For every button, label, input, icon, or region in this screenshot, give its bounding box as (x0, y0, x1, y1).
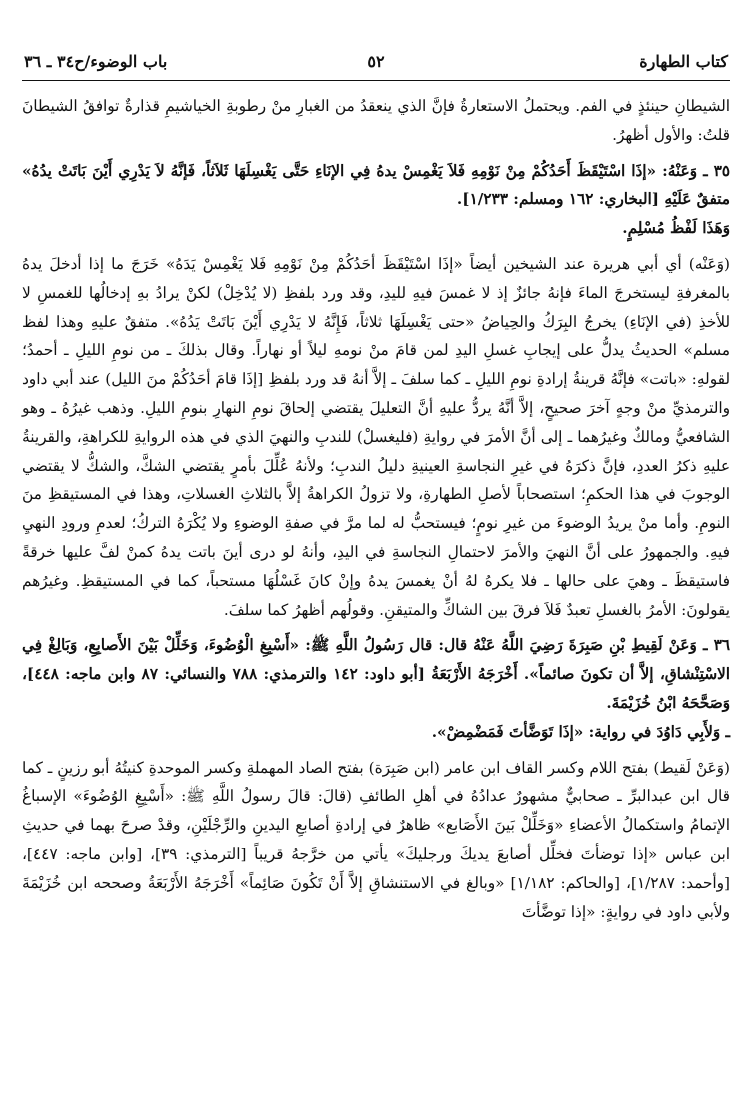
hadith-36-text: ٣٦ ـ وَعَنْ لَقِيطِ بْنِ صَبِرَةَ رَضِيَ اللَّهُ عَنْهُ قال: قال رَسُولُ اللَّهِ ﷺ: «أَسْبِغِ الْوُضُوءَ، وَخَلِّلْ بَيْنَ الأَصابِعِ، وَبَالِغْ فِي الاسْتِنْشاقِ، إلاَّ أن تكونَ صائماً». أَخْرَجَهُ الأَرْبَعَةُ [أبو داود: ١٤٢ والترمذي: ٧٨٨ والنسائي: ٨٧ وابن ماجه: ٤٤٨]، وَصَحَّحَهُ ابْنُ خُزَيْمَةَ. (22, 636, 730, 712)
paragraph-continuation: الشيطانِ حينئذٍ في الفم. ويحتملُ الاستعارةُ فإنَّ الذي ينعقدُ من الغبارِ منْ رطوبةِ الخياشيمِ قذارةٌ توافقُ الشيطانَ قلتُ: والأول أظهرُ. (22, 97, 730, 144)
page-number: ٥٢ (367, 52, 385, 71)
hadith-35-note: وَهَذَا لَفْظُ مُسْلِمٍ. (622, 219, 730, 238)
page-body (22, 92, 730, 926)
chapter-title: باب الوضوء/ح٣٤ ـ ٣٦ (24, 52, 168, 71)
hadith-36-variant: ـ وَلأَبِي دَاوُدَ في رواية: «إذَا تَوَضَّأتَ فَمَضْمِضْ». (431, 722, 730, 741)
page-header (22, 46, 730, 81)
hadith-35-text: ٣٥ ـ وَعَنْهُ: «إذَا اسْتَيْقَظَ أَحَدُكُمْ مِنْ نَوْمِهِ فَلاَ يَغْمِسْ يدهُ فِي الإنَاءِ حَتَّى يَغْسِلَهَا ثَلاَثاً، فَإنَّهُ لاَ يَدْرِي أَيْنَ بَاتَتْ يدُهُ» متفقٌ عَلَيْهِ [البخاري: ١٦٢ ومسلم: ١/٢٣٣]. (22, 161, 730, 209)
hadith-35-commentary: (وَعَنْه) أي أبي هريرة عند الشيخين أيضاً «إذَا اسْتَيْقَظَ أحَدُكُمْ مِنْ نَوْمِهِ فَلا يَغْمِسْ يَدَهُ» خَرَجَ ما إذا أدخلَ يدهُ بالمغرفةِ ليستخرجَ الماءَ فإنهُ جائزٌ إذ لا غمسَ فيهِ لليدِ، وقد ورد بلفظِ (لا يُدْخِلْ) لكنْ يرادُ بهِ إدخالُها للغمسِ لا للأخذِ (في الإنَاءِ) يخرجُ البِرَكُ والحِياضُ «حتى يَغْسِلَهَا ثلاثاً، فَإِنَّهُ لا يَدْرِي أَيْنَ بَاتَتْ يَدُهُ». متفقٌ عليهِ وهذا لفظ مسلم» الحديثُ يدلُّ على إيجابِ غسلِ اليدِ لمن قامَ منْ نومهِ ليلاً أو نهاراً. وقال بذلكَ ـ من نومِ الليلِ ـ أحمدُ؛ لقولهِ: «باتت» فإنَّهُ قرينةُ إرادةِ نومِ الليلِ ـ كما سلفَ ـ إلاَّ أنهُ قد ورد بلفظِ [إذَا قامَ أحَدُكُمْ منَ الليل) عند أبي داود والترمذيِّ منْ وجهٍ آخرَ صحيحٍ، إلاَّ أنَّهُ يردُّ عليهِ أنَّ التعليلَ يقتضي إلحاقَ نومِ النهارِ بنومِ الليلِ. وذهب غيرُهُ ـ وهو الشافعيُّ ومالكٌ وغيرُهما ـ إلى أنَّ الأمرَ في روايةِ (فليغسلْ) للندبِ والنهيَ الذي في هذه الروايةِ للكراهةِ، والقرينةُ عليهِ ذكرُ العددِ، فإنَّ ذكرَهُ في غيرِ النجاسةِ العينيةِ دليلُ الندبِ؛ ولأنهُ عُلِّلَ بأمرٍ يقتضي الشكَّ، والشكُّ لا يقتضي الوجوبَ في هذا الحكمِ؛ استصحاباً لأصلِ الطهارةِ، ولا تزولُ الكراهةُ إلاَّ بالثلاثِ الغسلاتِ، وهذا في المستيقظِ منَ النومِ. وأما منْ يريدُ الوضوءَ من غيرِ نومٍ؛ فيستحبُّ له لما مرَّ في صفةِ الوضوءِ ولا يُكْرَهُ التركُ؛ لعدمِ ورودِ النهيِ فيهِ. والجمهورُ على أنَّ النهيَ والأمرَ لاحتمالِ النجاسةِ في اليدِ، وأنهُ لو درى أينَ باتت يدهُ كمنْ لفَّ عليها خرقةً فاستيقظَ ـ وهيَ على حالها ـ فلا يكرهُ لهُ أنْ يغمسَ يدهُ وإنْ كانَ غَسْلُهَا مستحباً، كما في المستيقظِ. وغيرُهم يقولونَ: الأمرُ بالغسلِ تعبدٌ فَلاَ فرقَ بين الشاكِّ والمتيقنِ. وقولُهم أظهرُ كما سلفَ. (22, 254, 730, 619)
book-title: كتاب الطهارة (639, 52, 728, 71)
hadith-36-commentary: (وَعَنْ لَقيط) بفتح اللام وكسر القاف ابن عامر (ابن صَبِرَة) بفتح الصاد المهملةِ وكسر الموحدةِ كنيتُهُ أبو رزينٍ ـ كما قال ابن عبدالبرِّ ـ صحابيٌّ مشهورٌ عدادُهُ في أهلِ الطائفِ (قالَ: قالَ رسولُ اللَّهِ ﷺ: «أَسْبِغِ الوُضُوءَ» الإسباغُ الإتمامُ واستكمالُ الأعضاءِ «وَخَلِّلْ بَينَ الأَصَابع» ظاهرٌ في إرادةِ أصابعِ اليدينِ والرِّجْلَيْنِ، وقدْ صرحَ بهما في حديثِ ابن عباس «إذا توضأتَ فخلِّل أصابعَ يديكَ ورجليكَ» يأتي من خرَّجهُ قريباً [الترمذي: ٣٩]، [وابن ماجه: ٤٤٧]، [وأحمد: ١/٢٨٧]، [والحاكم: ١/١٨٢] «وبالغ في الاستنشاقِ إلاَّ أَنْ تَكُونَ صَائِماً» أَخْرَجَهُ الأَرْبَعَةُ وصححه ابن خُزَيْمَةَ ولأبي داود في روايةٍ: «إذا توضَّأتَ (22, 758, 730, 921)
